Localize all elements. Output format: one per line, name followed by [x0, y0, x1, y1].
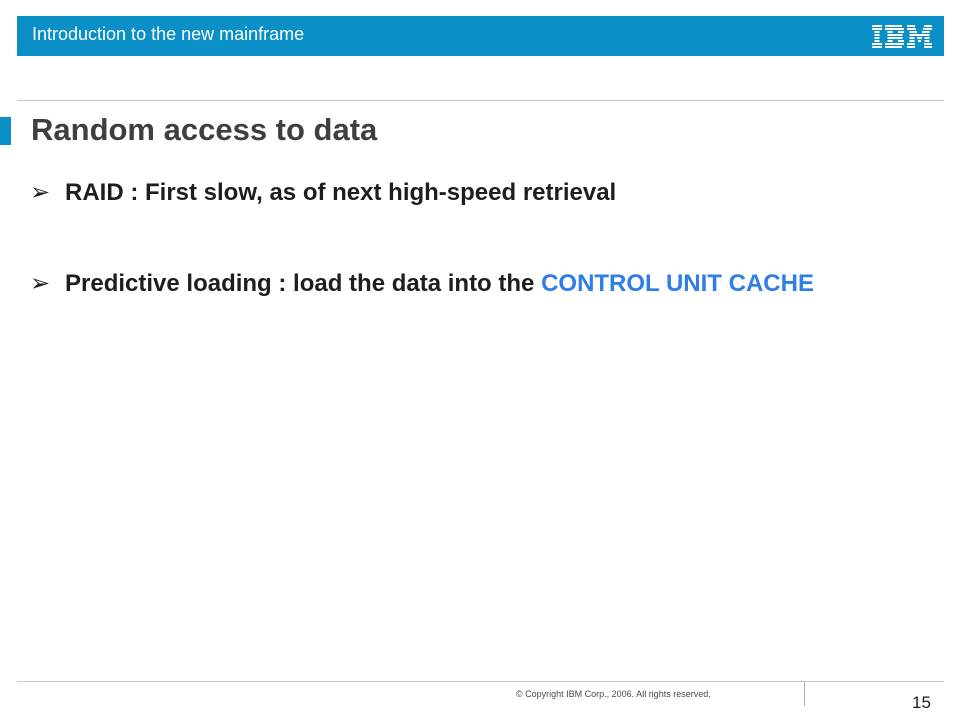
ibm-logo [872, 23, 932, 49]
bullet-item [30, 267, 870, 301]
bullet-item [30, 176, 870, 210]
page-number: 15 [912, 693, 931, 712]
arrow-bullet-icon: ➢ [30, 270, 51, 297]
bullet-text: RAID : First slow, as of next high-speed retrieval [65, 179, 617, 206]
header-title: Introduction to the new mainframe [32, 24, 305, 44]
bullet-text-plain: Predictive loading : load the data into the [65, 270, 542, 297]
footer-separator [804, 681, 805, 706]
bullet-text [65, 267, 870, 301]
header-bar [17, 16, 944, 56]
bullet-highlight-term: CONTROL UNIT CACHE [541, 270, 814, 297]
arrow-bullet-icon: ➢ [30, 179, 51, 206]
title-accent-bar [0, 117, 11, 145]
slide-title: Random access to data [31, 112, 378, 147]
copyright-notice: © Copyright IBM Corp., 2006. All rights reserved. [516, 689, 711, 699]
title-divider [17, 100, 944, 101]
